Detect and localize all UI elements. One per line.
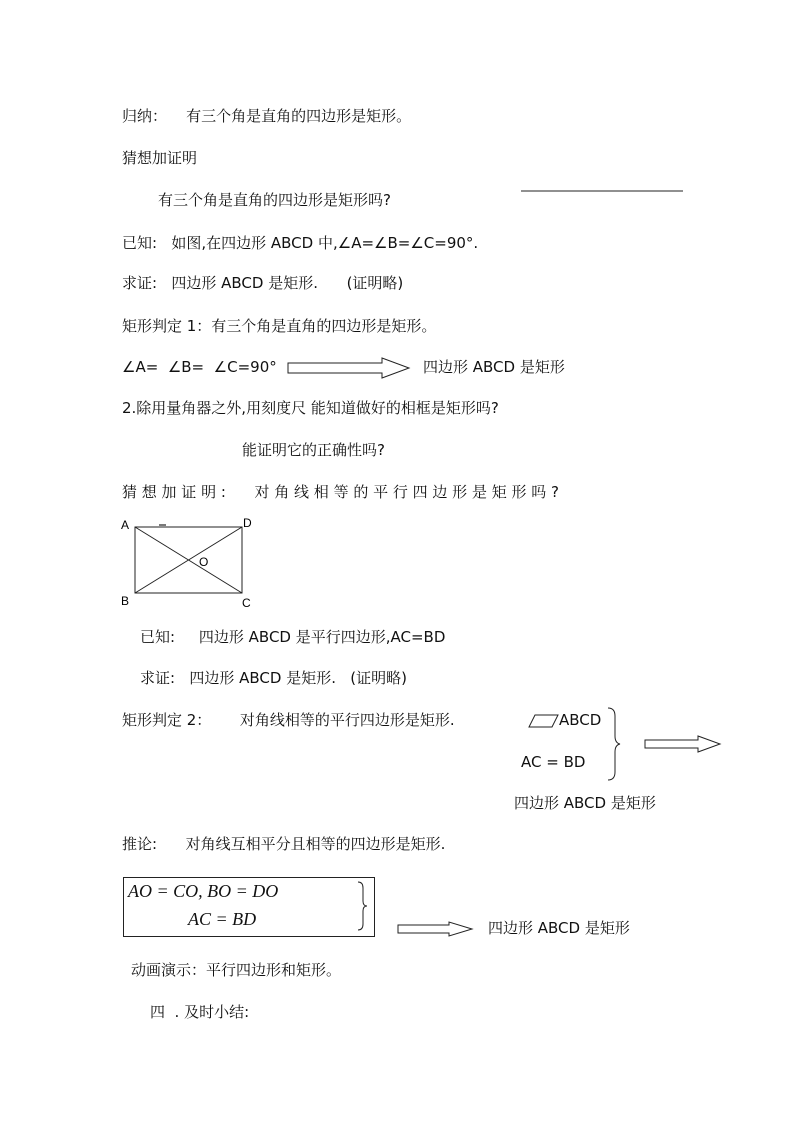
rule-1-condition: ∠A= ∠B= ∠C=90° [122, 358, 277, 376]
guess-question: 有三个角是直角的四边形是矩形吗? [158, 191, 391, 209]
equation-line-1: AO = CO, BO = DO [128, 881, 279, 901]
vertex-label-b: B [121, 594, 130, 608]
question-2: 2.除用量角器之外,用刻度尺 能知道做好的相框是矩形吗? [122, 399, 499, 417]
rule-1-result: 四边形 ABCD 是矩形 [423, 358, 565, 376]
hollow-arrow-icon-2 [644, 735, 724, 753]
given-2: 已知: 四边形 ABCD 是平行四边形,AC=BD [140, 628, 446, 646]
given-1: 已知: 如图,在四边形 ABCD 中,∠A=∠B=∠C=90°. [122, 234, 479, 252]
equation-line-2: AC = BD [188, 909, 257, 929]
center-label-o: O [199, 555, 209, 569]
hollow-arrow-icon [287, 356, 413, 380]
vertex-label-a: A [121, 518, 130, 532]
rule-1: 矩形判定 1：有三个角是直角的四边形是矩形。 [122, 317, 437, 335]
rule-2-result: 四边形 ABCD 是矩形 [514, 794, 656, 812]
parallelogram-icon [528, 714, 560, 728]
rule-2-ac-bd: AC = BD [521, 753, 586, 771]
summary-heading: 四 . 及时小结: [150, 1003, 250, 1021]
right-brace-icon [606, 706, 626, 782]
rule-2: 矩形判定 2： 对角线相等的平行四边形是矩形. [122, 711, 455, 729]
prove-2: 求证: 四边形 ABCD 是矩形. (证明略) [140, 669, 407, 687]
hollow-arrow-icon-3 [397, 921, 477, 937]
vertex-label-d: D [243, 516, 252, 530]
question-2-sub: 能证明它的正确性吗? [242, 441, 385, 459]
guess-title: 猜想加证明 [122, 149, 198, 167]
box-result: 四边形 ABCD 是矩形 [488, 919, 630, 937]
rectangle-figure [120, 516, 260, 608]
blank-underline [521, 190, 691, 194]
rule-2-abcd: ABCD [559, 711, 602, 729]
equation-brace-icon [356, 881, 368, 931]
induction-line: 归纳： 有三个角是直角的四边形是矩形。 [122, 107, 412, 125]
vertex-label-c: C [242, 596, 251, 610]
guess-2: 猜 想 加 证 明 : 对 角 线 相 等 的 平 行 四 边 形 是 矩 形 吗 ? [122, 483, 559, 501]
equation-box [123, 877, 375, 937]
prove-1: 求证: 四边形 ABCD 是矩形. (证明略) [122, 274, 404, 292]
corollary: 推论: 对角线互相平分且相等的四边形是矩形. [122, 835, 446, 853]
animation-line: 动画演示：平行四边形和矩形。 [131, 961, 342, 979]
